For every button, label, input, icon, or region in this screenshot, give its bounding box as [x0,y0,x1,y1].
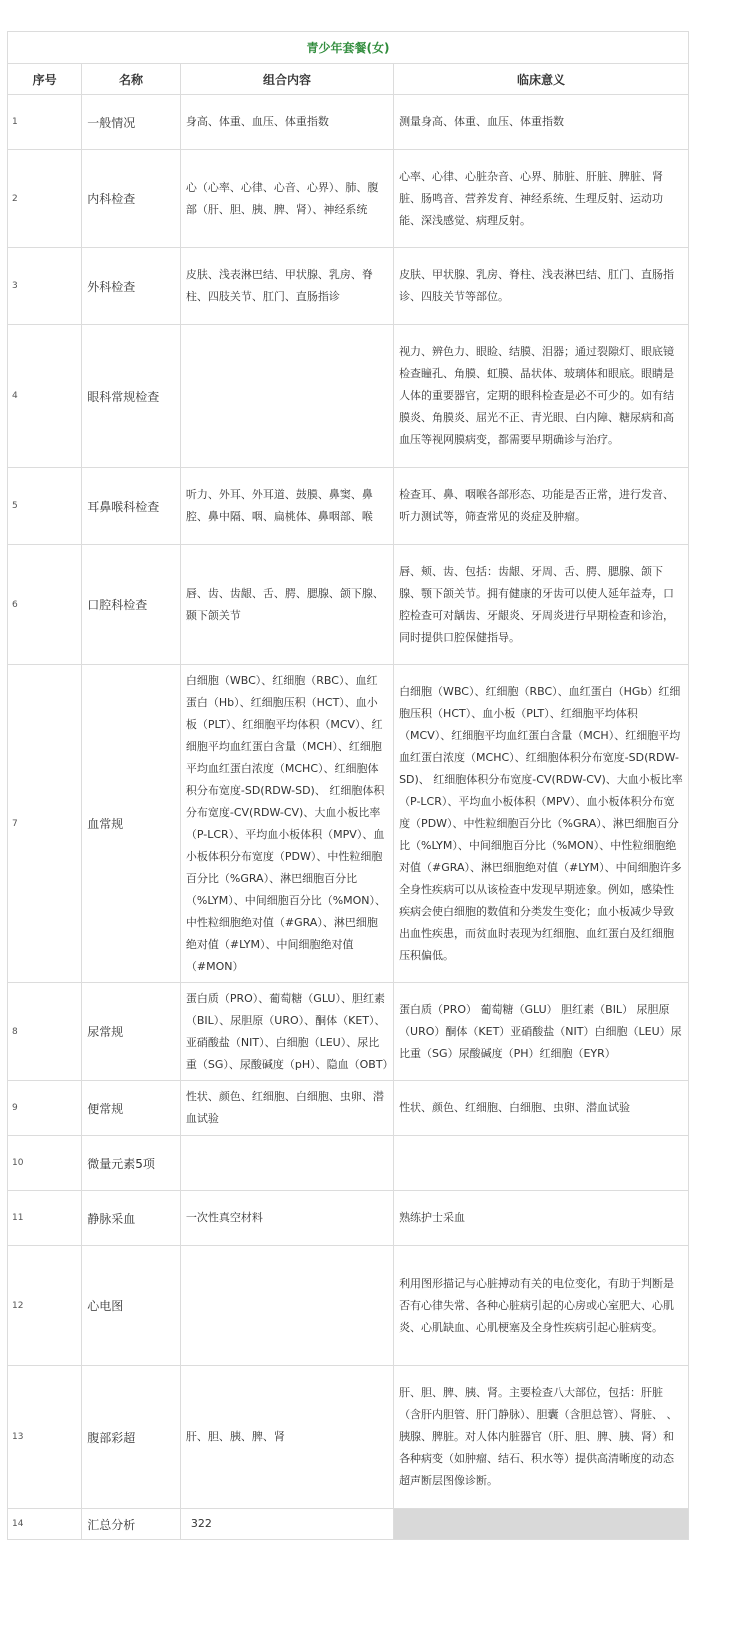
row-no: 4 [8,325,82,468]
row-name: 尿常规 [82,983,181,1081]
table-row [8,150,689,248]
table-row [8,1136,689,1191]
row-no: 10 [8,1136,82,1191]
row-no: 1 [8,95,82,150]
header-name: 名称 [82,64,181,95]
row-meaning: 性状、颜色、红细胞、白细胞、虫卵、潜血试验 [394,1081,689,1136]
row-content: 性状、颜色、红细胞、白细胞、虫卵、潜血试验 [180,1081,393,1136]
row-content: 唇、齿、齿龈、舌、腭、腮腺、颌下腺、颞下颌关节 [180,545,393,665]
row-no: 9 [8,1081,82,1136]
header-no: 序号 [8,64,82,95]
row-no: 13 [8,1366,82,1509]
table-row [8,1246,689,1366]
row-meaning: 视力、辨色力、眼睑、结膜、泪器；通过裂隙灯、眼底镜检查瞳孔、角膜、虹膜、晶状体、玻璃体和眼底。眼睛是人体的重要器官，定期的眼科检查是必不可少的。如有结膜炎、角膜炎、屈光不正、青光眼、白内障、糖尿病和高血压等视网膜病变，都需要早期确诊与治疗。 [394,325,689,468]
table-row [8,1191,689,1246]
row-meaning: 检查耳、鼻、咽喉各部形态、功能是否正常，进行发音、听力测试等，筛查常见的炎症及肿瘤。 [394,468,689,545]
table-row [8,545,689,665]
table-row [8,1366,689,1509]
row-content: 心（心率、心律、心音、心界）、肺、腹部（肝、胆、胰、脾、肾）、神经系统 [180,150,393,248]
row-meaning: 熟练护士采血 [394,1191,689,1246]
row-name: 一般情况 [82,95,181,150]
row-content [180,1246,393,1366]
package-title: 青少年套餐(女) [8,32,689,64]
row-no: 12 [8,1246,82,1366]
table-row [8,1081,689,1136]
row-name: 口腔科检查 [82,545,181,665]
row-meaning: 皮肤、甲状腺、乳房、脊柱、浅表淋巴结、肛门、直肠指诊、四肢关节等部位。 [394,248,689,325]
row-content: 一次性真空材料 [180,1191,393,1246]
header-content: 组合内容 [180,64,393,95]
table-row [8,248,689,325]
row-meaning: 利用图形描记与心脏搏动有关的电位变化，有助于判断是否有心律失常、各种心脏病引起的心房或心室肥大、心肌炎、心肌缺血、心肌梗塞及全身性疾病引起心脏病变。 [394,1246,689,1366]
row-name: 眼科常规检查 [82,325,181,468]
table-row [8,1509,689,1540]
row-no: 7 [8,665,82,983]
row-meaning: 唇、颊、齿、包括：齿龈、牙周、舌、腭、腮腺、颌下腺、颚下颌关节。拥有健康的牙齿可以使人延年益寿，口腔检查可对龋齿、牙龈炎、牙周炎进行早期检查和诊治，同时提供口腔保健指导。 [394,545,689,665]
row-name: 血常规 [82,665,181,983]
package-table [7,31,689,1540]
row-content: 蛋白质（PRO）、葡萄糖（GLU）、胆红素（BIL）、尿胆原（URO）、酮体（KET）、亚硝酸盐（NIT）、白细胞（LEU）、尿比重（SG）、尿酸碱度（pH）、隐血（OBT） [180,983,393,1081]
row-no: 5 [8,468,82,545]
row-no: 2 [8,150,82,248]
row-content [180,325,393,468]
row-content: 皮肤、浅表淋巴结、甲状腺、乳房、脊柱、四肢关节、肛门、直肠指诊 [180,248,393,325]
row-content: 白细胞（WBC）、红细胞（RBC）、血红蛋白（Hb）、红细胞压积（HCT）、血小板（PLT）、红细胞平均体积（MCV）、红细胞平均血红蛋白含量（MCH）、红细胞平均血红蛋白浓度（MCHC）、红细胞体积分布宽度-SD(RDW-SD)、 红细胞体积分布宽度-CV(RDW-CV)、大血小板比率（P-LCR）、平均血小板体积（MPV）、血小板体积分布宽度（PDW）、中性粒细胞百分比（%GRA）、淋巴细胞百分比（%LYM）、中间细胞百分比（%MON）、中性粒细胞绝对值（#GRA）、淋巴细胞绝对值（#LYM）、中间细胞绝对值（#MON） [180,665,393,983]
row-no: 8 [8,983,82,1081]
header-row [8,64,689,95]
table-row [8,95,689,150]
table-title-row [8,32,689,64]
row-name: 便常规 [82,1081,181,1136]
row-name: 静脉采血 [82,1191,181,1246]
row-meaning: 肝、胆、脾、胰、肾。主要检查八大部位，包括：肝脏（含肝内胆管、肝门静脉）、胆囊（含胆总管）、肾脏、 、胰腺、脾脏。对人体内脏器官（肝、胆、脾、胰、肾）和各种病变（如肿瘤、结石、积水等）提供高清晰度的动态超声断层图像诊断。 [394,1366,689,1509]
row-name: 耳鼻喉科检查 [82,468,181,545]
row-meaning: 白细胞（WBC）、红细胞（RBC）、血红蛋白（HGb）红细胞压积（HCT）、血小板（PLT）、红细胞平均体积（MCV）、红细胞平均血红蛋白含量（MCH）、红细胞平均血红蛋白浓度（MCHC）、红细胞体积分布宽度-SD(RDW-SD)、 红细胞体积分布宽度-CV(RDW-CV)、大血小板比率（P-LCR）、平均血小板体积（MPV）、血小板体积分布宽度（PDW）、中性粒细胞百分比（%GRA）、淋巴细胞百分比（%LYM）、中间细胞百分比（%MON）、中性粒细胞绝对值（#GRA）、淋巴细胞绝对值（#LYM）、中间细胞许多全身性疾病可以从该检查中发现早期迹象。例如，感染性疾病会使白细胞的数值和分类发生变化；血小板减少导致出血性疾患，而贫血时表现为红细胞、血红蛋白及红细胞压积偏低。 [394,665,689,983]
row-no: 11 [8,1191,82,1246]
row-meaning [394,1136,689,1191]
row-content: 听力、外耳、外耳道、鼓膜、鼻窦、鼻腔、鼻中隔、咽、扁桃体、鼻咽部、喉 [180,468,393,545]
header-meaning: 临床意义 [394,64,689,95]
row-meaning: 测量身高、体重、血压、体重指数 [394,95,689,150]
row-name: 外科检查 [82,248,181,325]
row-name: 微量元素5项 [82,1136,181,1191]
row-content: 322 [180,1509,393,1540]
table-row [8,468,689,545]
table-row [8,325,689,468]
row-name: 汇总分析 [82,1509,181,1540]
row-no: 6 [8,545,82,665]
table-row [8,665,689,983]
row-content [180,1136,393,1191]
row-meaning-shaded [394,1509,689,1540]
row-content: 身高、体重、血压、体重指数 [180,95,393,150]
row-name: 内科检查 [82,150,181,248]
row-meaning: 蛋白质（PRO） 葡萄糖（GLU） 胆红素（BIL） 尿胆原（URO）酮体（KET）亚硝酸盐（NIT）白细胞（LEU）尿比重（SG）尿酸碱度（PH）红细胞（EYR） [394,983,689,1081]
row-name: 心电图 [82,1246,181,1366]
row-no: 3 [8,248,82,325]
row-no: 14 [8,1509,82,1540]
row-meaning: 心率、心律、心脏杂音、心界、肺脏、肝脏、脾脏、肾脏、肠鸣音、营养发育、神经系统、生理反射、运动功能、深浅感觉、病理反射。 [394,150,689,248]
table-row [8,983,689,1081]
row-name: 腹部彩超 [82,1366,181,1509]
row-content: 肝、胆、胰、脾、肾 [180,1366,393,1509]
